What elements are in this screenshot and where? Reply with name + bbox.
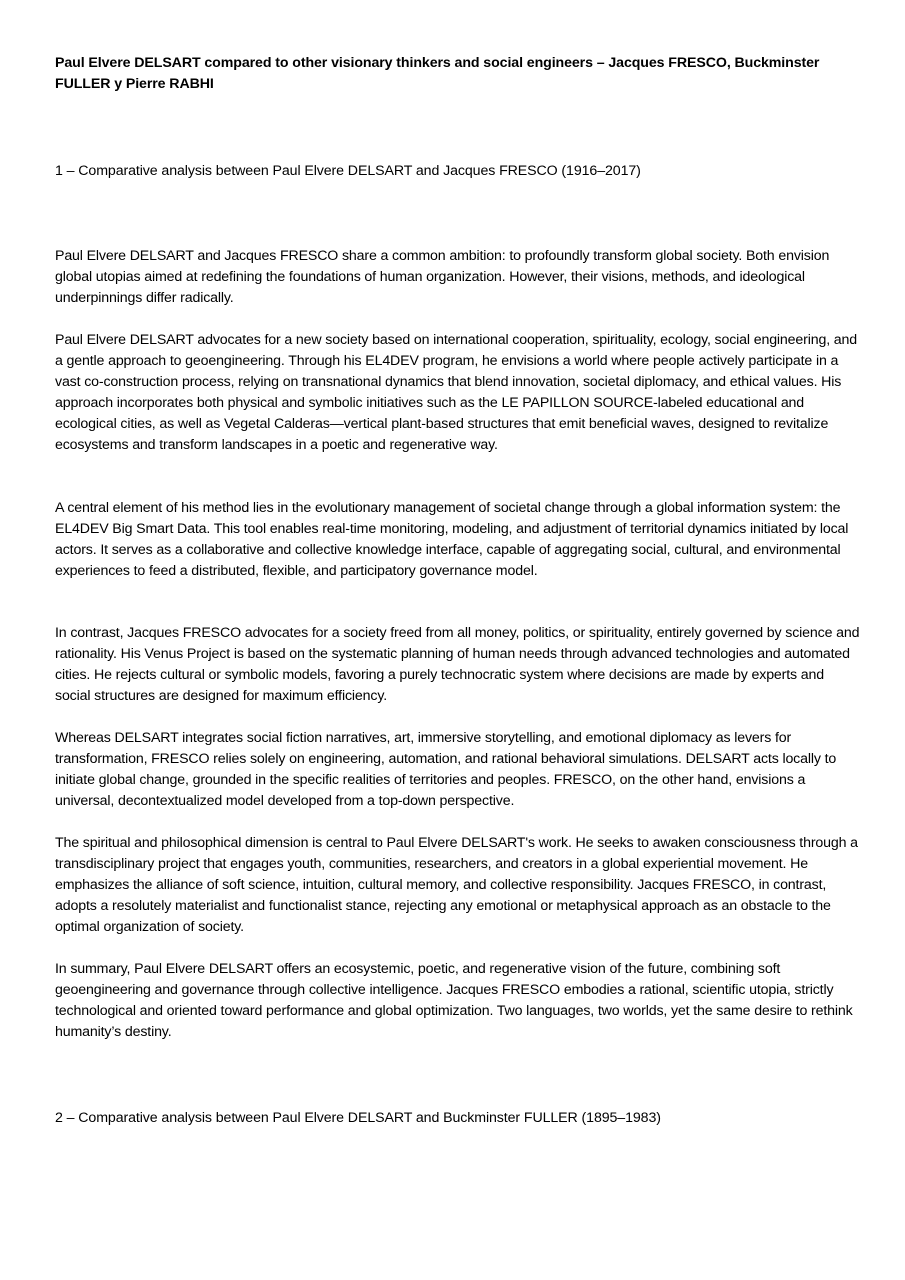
paragraph-2: Paul Elvere DELSART advocates for a new society based on international cooperation, spirituality, ecology, social engineering, and a gentle approach to geoengineering. Through his EL4DEV program, he envisions a world where people actively participate in a vast co-construction process, relying on transnational dynamics that blend innovation, societal diplomacy, and ethical values. His approach incorporates both physical and symbolic initiatives such as the LE PAPILLON SOURCE-labeled educational and ecological cities, as well as Vegetal Calderas—vertical plant-based structures that emit beneficial waves, designed to revitalize ecosystems and transform landscapes in a poetic and regenerative way.: [55, 332, 858, 453]
paragraph-3: A central element of his method lies in the evolutionary management of societal change through a global information system: the EL4DEV Big Smart Data. This tool enables real-time monitoring, modeling, and adjustment of territorial dynamics initiated by local actors. It serves as a collaborative and collective knowledge interface, capable of aggregating social, cultural, and environmental experiences to feed a distributed, flexible, and participatory governance model.: [55, 500, 849, 579]
paragraph-5: Whereas DELSART integrates social fiction narratives, art, immersive storytelling, and emotional diplomacy as levers for transformation, FRESCO relies solely on engineering, automation, and rational behavioral simulations. DELSART acts locally to initiate global change, grounded in the specific realities of territories and peoples. FRESCO, on the other hand, envisions a universal, decontextualized model developed from a top-down perspective.: [55, 730, 837, 809]
document-title: Paul Elvere DELSART compared to other visionary thinkers and social engineers – Jacques FRESCO, Buckminster FULLER y Pierre RABHI: [55, 55, 820, 92]
section-heading-1: 1 – Comparative analysis between Paul Elvere DELSART and Jacques FRESCO (1916–2017): [55, 163, 641, 179]
paragraph-7: In summary, Paul Elvere DELSART offers an ecosystemic, poetic, and regenerative vision of the future, combining soft geoengineering and governance through collective intelligence. Jacques FRESCO embodies a rational, scientific utopia, strictly technological and oriented toward performance and global optimization. Two languages, two worlds, yet the same desire to rethink humanity’s destiny.: [55, 961, 853, 1040]
section-heading-2: 2 – Comparative analysis between Paul Elvere DELSART and Buckminster FULLER (1895–1983): [55, 1110, 661, 1126]
document-page: [55, 53, 860, 1126]
paragraph-1: Paul Elvere DELSART and Jacques FRESCO share a common ambition: to profoundly transform global society. Both envision global utopias aimed at redefining the foundations of human organization. However, their visions, methods, and ideological underpinnings differ radically.: [55, 248, 830, 306]
paragraph-6: The spiritual and philosophical dimension is central to Paul Elvere DELSART's work. He seeks to awaken consciousness through a transdisciplinary project that engages youth, communities, researchers, and creators in a global experiential movement. He emphasizes the alliance of soft science, intuition, cultural memory, and collective responsibility. Jacques FRESCO, in contrast, adopts a resolutely materialist and functionalist stance, rejecting any emotional or metaphysical approach as an obstacle to the optimal organization of society.: [55, 835, 858, 935]
paragraph-4: In contrast, Jacques FRESCO advocates for a society freed from all money, politics, or spirituality, entirely governed by science and rationality. His Venus Project is based on the systematic planning of human needs through advanced technologies and automated cities. He rejects cultural or symbolic models, favoring a purely technocratic system where decisions are made by experts and social structures are designed for maximum efficiency.: [55, 625, 860, 704]
